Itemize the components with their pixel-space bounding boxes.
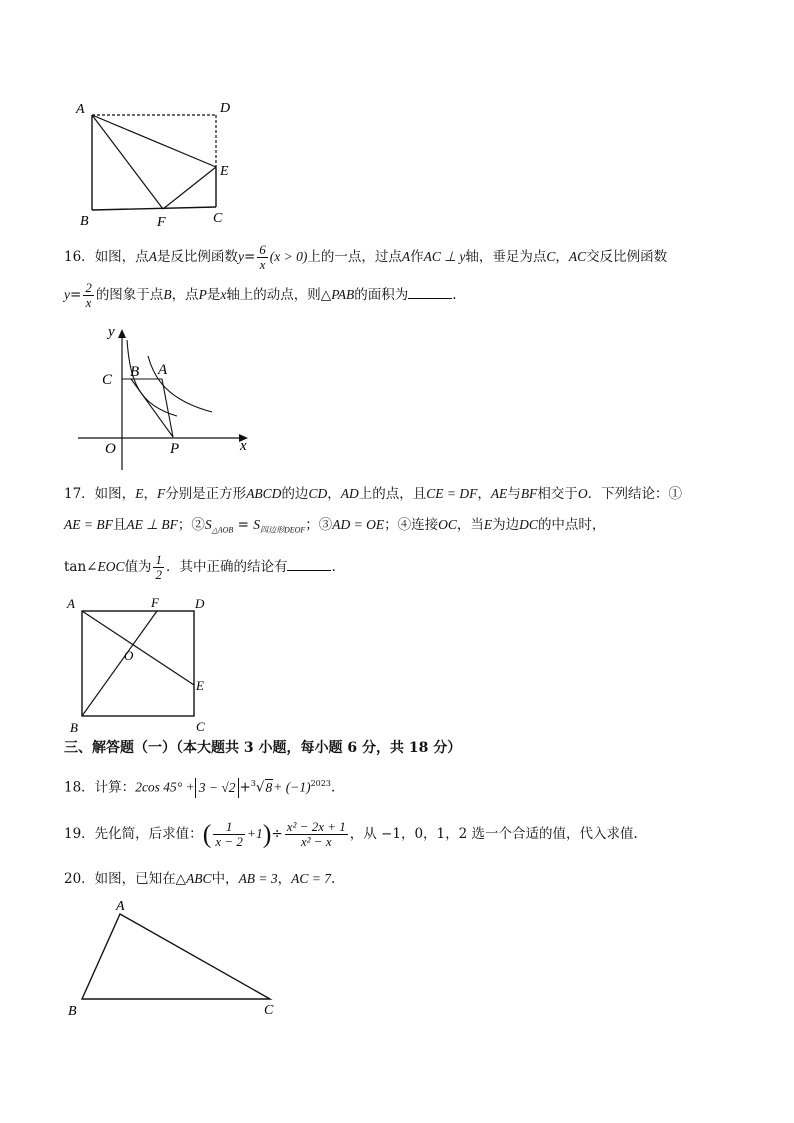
q20-var: AB = 3: [238, 871, 278, 886]
figure-17: [64, 594, 214, 736]
q16-var: y: [64, 287, 70, 302]
q19-frac-num: x² − 2x + 1: [286, 819, 346, 834]
fig17-label-d: D: [195, 596, 205, 611]
q17-frac-num: 1: [155, 552, 162, 567]
q20-text: ，: [277, 871, 292, 887]
q16-var: A: [148, 249, 157, 264]
q17-text: 17．如图，: [64, 486, 136, 502]
figure-15: [70, 95, 240, 230]
fig17-label-c: C: [196, 719, 205, 734]
q17-text: ．下列结论：①: [587, 486, 683, 502]
q17-text: =: [233, 517, 254, 533]
q16-text: 交反比例函数: [586, 249, 668, 265]
fig16-label-o: O: [105, 441, 116, 457]
fig16-label-a: A: [158, 362, 168, 378]
fig20-label-a: A: [116, 899, 125, 914]
fig15-label-f: F: [157, 215, 166, 230]
q20-var: AC = 7: [291, 871, 332, 886]
section-3-heading: 三、解答题（一）（本大题共 3 小题，每小题 6 分，共 18 分）: [64, 740, 462, 756]
q17-var: S: [253, 517, 260, 532]
fig15-label-b: B: [80, 214, 89, 229]
segment-ae: [82, 611, 194, 685]
fig15-label-d: D: [220, 101, 231, 116]
q17-var: EOC: [97, 559, 125, 574]
segment-ap: [162, 379, 173, 437]
fig17-label-a: A: [67, 596, 75, 611]
q17-sub: 四边形DEOF: [259, 525, 306, 535]
q18-text: 18．计算：: [64, 779, 136, 796]
q16-line2: [64, 278, 457, 312]
q16-var: A: [401, 249, 411, 264]
fig17-label-f: F: [151, 595, 159, 610]
q17-line1: [64, 485, 682, 503]
fig17-label-o: O: [124, 648, 134, 663]
q19-frac-den: x − 2: [215, 834, 243, 849]
q17-text: ，: [327, 486, 341, 502]
q16-var: x: [220, 287, 227, 302]
q18-expr: + (−1): [273, 779, 311, 795]
q16-var: P: [198, 287, 207, 302]
q20-var: ABC: [186, 871, 212, 886]
q19-frac-num: 1: [213, 820, 245, 835]
q17-text: 分别是正方形: [165, 486, 247, 502]
q16-frac-den: x: [85, 295, 92, 310]
q16-number: 16．: [64, 249, 95, 265]
q17-text: tan∠: [64, 559, 98, 575]
q17-text: ．其中正确的结论有: [165, 559, 288, 575]
q16-text: 是反比例函数: [156, 249, 238, 265]
fig15-label-c: C: [213, 211, 223, 226]
q16-condition: (x > 0): [269, 249, 308, 264]
segment-ae: [92, 115, 216, 167]
triangle-abc: [82, 914, 270, 999]
fig16-label-x: x: [240, 438, 247, 454]
q17-var: AD: [340, 486, 359, 501]
q17-line2: [64, 516, 605, 540]
segment-fe: [163, 167, 216, 209]
q17-var: E: [135, 486, 144, 501]
q16-answer-blank[interactable]: [408, 286, 452, 299]
q16-text: ，点: [171, 287, 199, 303]
q18-expr: 2cos 45° +: [135, 779, 195, 795]
q16-var: C: [546, 249, 556, 264]
q16-text: 的图象于点: [95, 287, 164, 303]
q16-var: AC ⊥ y: [423, 249, 466, 264]
q20-text: 20．如图，已知在△: [64, 871, 187, 887]
segment-bp: [131, 379, 173, 437]
q17-text: ，: [477, 486, 491, 502]
q17-fraction-half: [153, 553, 164, 582]
q17-var: OC: [438, 517, 457, 532]
q17-line3: [64, 550, 336, 584]
q16-text: 上的一点，过点: [307, 249, 402, 265]
fig16-label-p: P: [170, 441, 180, 457]
fig17-label-b: B: [70, 720, 78, 735]
square-abcd: [82, 611, 194, 716]
fig16-label-b: B: [130, 364, 140, 380]
q17-text: 的边: [281, 486, 309, 502]
q16-text: 轴，垂足为点: [465, 249, 547, 265]
q17-text: 且: [112, 517, 127, 533]
q17-var: ABCD: [246, 486, 282, 501]
q16-frac-num: 2: [85, 280, 92, 295]
q16-var: B: [163, 287, 172, 302]
q20-line: [64, 870, 335, 888]
q18-radicand: 8: [265, 779, 273, 795]
fig16-label-y: y: [108, 324, 115, 340]
q17-answer-blank[interactable]: [287, 558, 331, 571]
q16-text: ，: [555, 249, 569, 265]
q17-text: ，当: [456, 517, 484, 533]
figure-16: [72, 320, 257, 470]
segment-bc: [92, 207, 216, 210]
q17-text: .: [331, 559, 336, 575]
q18-text: +: [239, 779, 251, 796]
q17-text: 的中点时，: [537, 517, 606, 533]
q16-fraction-2-over-x: [83, 281, 94, 310]
q16-line1: [64, 240, 667, 274]
q19-line: [64, 814, 638, 854]
q17-text: 与: [507, 486, 521, 502]
q17-var: S: [204, 517, 212, 532]
q17-text: 上的点，且: [358, 486, 427, 502]
fig15-label-e: E: [220, 164, 229, 179]
q17-var: DC: [519, 517, 538, 532]
fig16-label-c: C: [102, 372, 113, 388]
q17-var: E: [483, 517, 493, 532]
q16-frac-den: x: [259, 257, 266, 272]
q17-text: 值为: [124, 559, 152, 575]
fig17-label-e: E: [196, 678, 204, 693]
q18-text: .: [330, 779, 336, 796]
q18-exponent: 2023: [310, 779, 331, 788]
q17-var: AE: [490, 486, 508, 501]
segment-bf: [82, 611, 157, 716]
q16-text: 的面积为: [354, 287, 409, 303]
q17-var: AD = OE: [332, 517, 385, 532]
q20-text: 中，: [211, 871, 239, 887]
q16-fraction-6-over-x: [257, 243, 268, 272]
fig20-label-c: C: [264, 1003, 274, 1018]
q16-text: .: [452, 287, 457, 303]
q19-fraction-big: [285, 820, 348, 849]
q20-text: .: [331, 871, 336, 887]
q19-text: ，从 −1，0，1，2 选一个合适的值，代入求值.: [349, 826, 638, 842]
q17-frac-den: 2: [155, 567, 162, 582]
q16-eq: =: [70, 287, 82, 303]
q16-text: 如图，点: [94, 249, 149, 265]
q19-divide: ÷: [271, 826, 283, 842]
segment-af: [92, 115, 163, 209]
q16-text: 是: [206, 287, 221, 303]
q17-var: O: [577, 486, 588, 501]
q18-abs-value: 3 − √2: [195, 778, 240, 798]
q17-var: AE = BF: [64, 517, 113, 532]
fig15-label-a: A: [76, 102, 85, 117]
q16-text: 作: [410, 249, 424, 265]
q17-var: AE ⊥ BF: [126, 517, 178, 532]
q17-text: 为边: [492, 517, 520, 533]
q19-frac-den: x² − x: [300, 834, 332, 849]
q17-var: BF: [520, 486, 538, 501]
q17-text: ；③: [305, 517, 333, 533]
q19-paren-open: (: [202, 819, 212, 849]
y-axis-arrow: [118, 329, 126, 338]
q17-text: 相交于: [537, 486, 578, 502]
q19-paren-close: ): [262, 819, 272, 849]
q17-text: ；④连接: [384, 517, 439, 533]
q19-text: 19．先化简，后求值：: [64, 826, 203, 842]
q17-text: ；②: [177, 517, 205, 533]
q16-var: PAB: [331, 287, 355, 302]
q16-eq: =: [243, 249, 256, 265]
q16-var: AC: [568, 249, 587, 264]
fig20-label-b: B: [68, 1004, 77, 1019]
q17-var: CE = DF: [426, 486, 478, 501]
q16-frac-num: 6: [259, 242, 266, 257]
q19-fraction-1-over-x-2: [213, 820, 245, 849]
q17-sub: △AOB: [211, 525, 234, 535]
q18-line: [64, 772, 335, 796]
q18-radical-sign: √: [255, 779, 265, 796]
figure-20: [62, 896, 292, 1021]
q17-var: CD: [308, 486, 328, 501]
q18-root-index: 3: [250, 779, 256, 788]
q17-var: F: [156, 486, 166, 501]
q16-var: y: [237, 249, 244, 264]
q16-text: 轴上的动点，则△: [226, 287, 332, 303]
q19-expr: +1: [246, 826, 263, 841]
q17-text: ，: [143, 486, 157, 502]
